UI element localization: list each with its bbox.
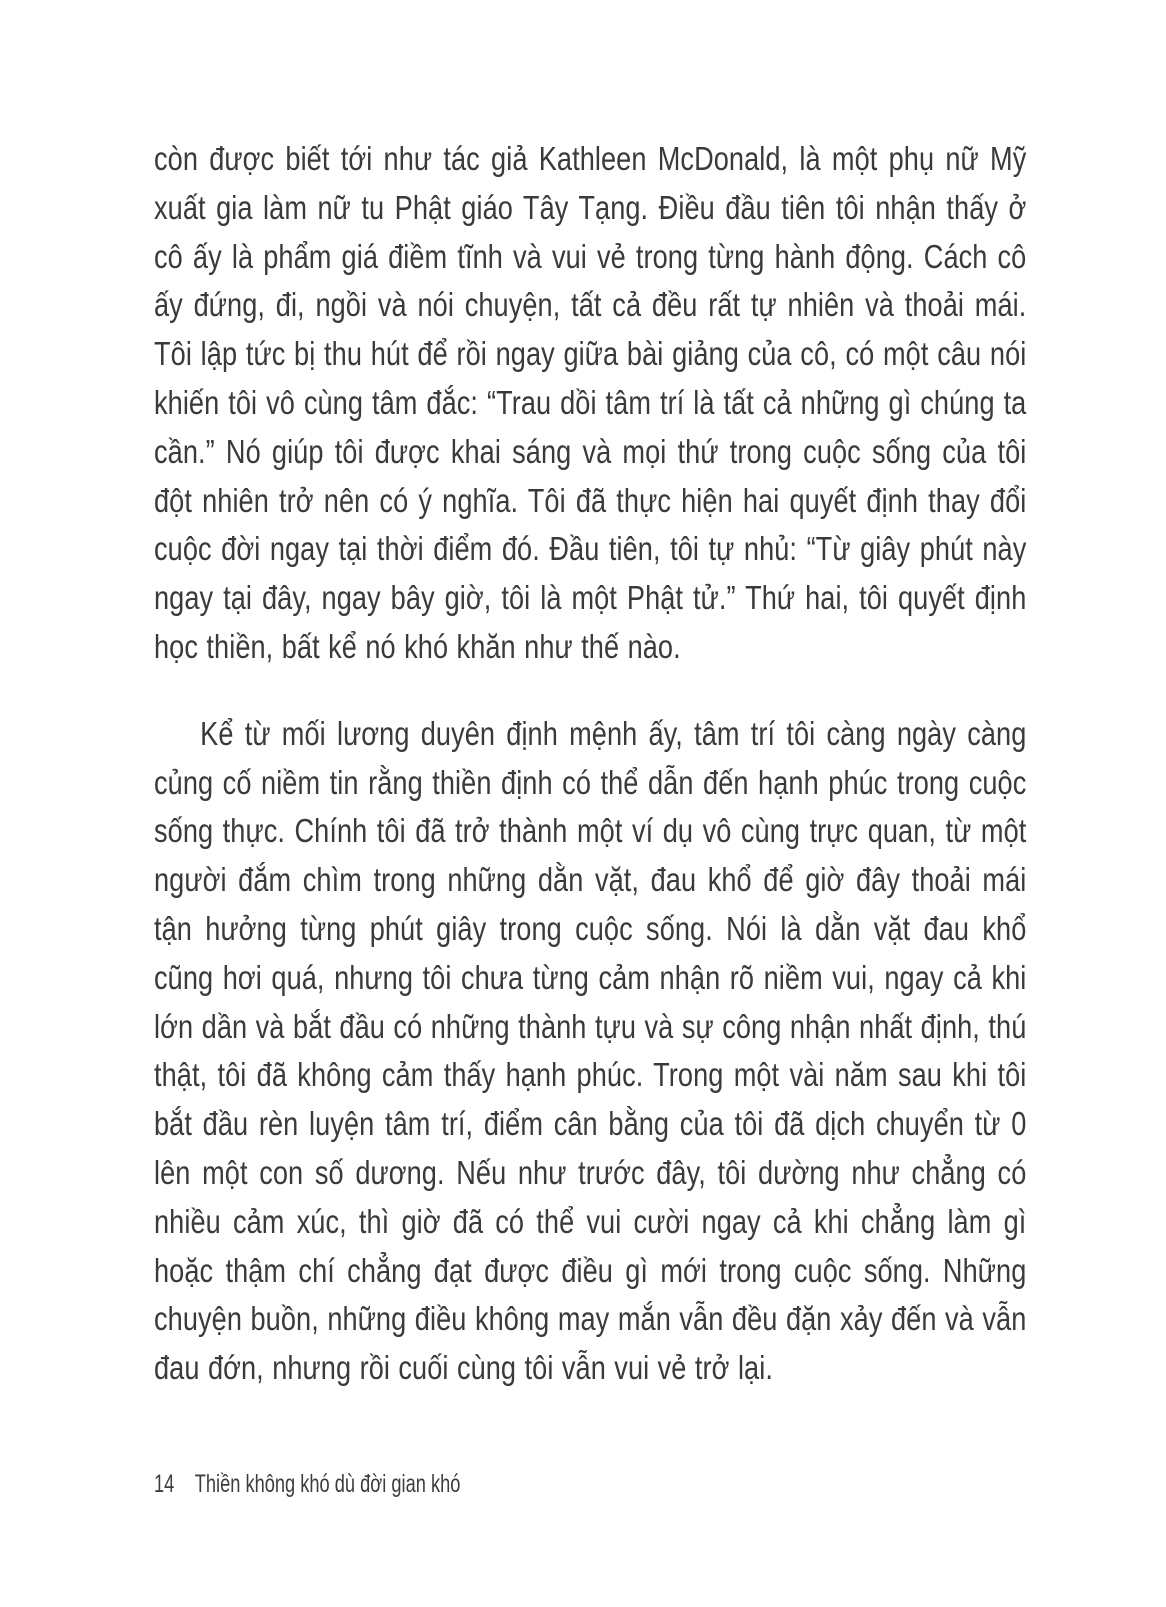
page-footer (154, 1468, 460, 1500)
page-number: 14 (154, 1470, 175, 1498)
paragraph-continuation: còn được biết tới như tác giả Kathleen McDonald, là một phụ nữ Mỹ xuất gia làm nữ tu Phật giáo Tây Tạng. Điều đầu tiên tôi nhận thấy ở cô ấy là phẩm giá điềm tĩnh và vui vẻ trong từng hành động. Cách cô ấy đứng, đi, ngồi và nói chuyện, tất cả đều rất tự nhiên và thoải mái. Tôi lập tức bị thu hút để rồi ngay giữa bài giảng của cô, có một câu nói khiến tôi vô cùng tâm đắc: “Trau dồi tâm trí là tất cả những gì chúng ta cần.” Nó giúp tôi được khai sáng và mọi thứ trong cuộc sống của tôi đột nhiên trở nên có ý nghĩa. Tôi đã thực hiện hai quyết định thay đổi cuộc đời ngay tại thời điểm đó. Đầu tiên, tôi tự nhủ: “Từ giây phút này ngay tại đây, ngay bây giờ, tôi là một Phật tử.” Thứ hai, tôi quyết định học thiền, bất kể nó khó khăn như thế nào. (154, 141, 1027, 666)
paragraph: Kể từ mối lương duyên định mệnh ấy, tâm trí tôi càng ngày càng củng cố niềm tin rằng thiền định có thể dẫn đến hạnh phúc trong cuộc sống thực. Chính tôi đã trở thành một ví dụ vô cùng trực quan, từ một người đắm chìm trong những dằn vặt, đau khổ để giờ đây thoải mái tận hưởng từng phút giây trong cuộc sống. Nói là dằn vặt đau khổ cũng hơi quá, nhưng tôi chưa từng cảm nhận rõ niềm vui, ngay cả khi lớn dần và bắt đầu có những thành tựu và sự công nhận nhất định, thú thật, tôi đã không cảm thấy hạnh phúc. Trong một vài năm sau khi tôi bắt đầu rèn luyện tâm trí, điểm cân bằng của tôi đã dịch chuyển từ 0 lên một con số dương. Nếu như trước đây, tôi dường như chẳng có nhiều cảm xúc, thì giờ đã có thể vui cười ngay cả khi chẳng làm gì hoặc thậm chí chẳng đạt được điều gì mới trong cuộc sống. Những chuyện buồn, những điều không may mắn vẫn đều đặn xảy đến và vẫn đau đớn, nhưng rồi cuối cùng tôi vẫn vui vẻ trở lại. (154, 715, 1027, 1388)
running-title: Thiền không khó dù đời gian khó (194, 1470, 461, 1498)
page-body-text (154, 136, 1026, 1394)
